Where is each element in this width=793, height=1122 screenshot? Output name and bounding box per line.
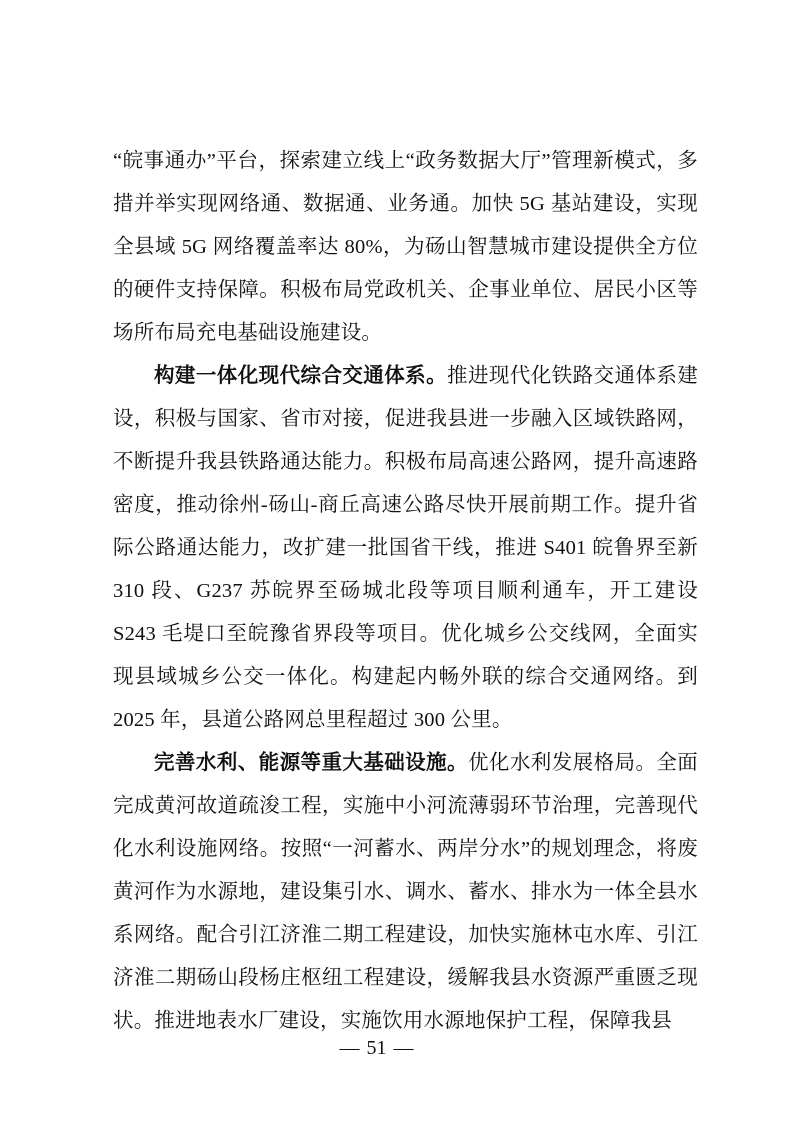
footer-right-dash: — xyxy=(393,1037,414,1059)
paragraph-2-text: 推进现代化铁路交通体系建设，积极与国家、省市对接，促进我县进一步融入区域铁路网，不断提升我县铁路通达能力。积极布局高速公路网，提升高速路密度，推动徐州-砀山-商丘高速公路尽快开展前期工作。提升省际公路通达能力，改扩建一批国省干线，推进 S401 皖鲁界至新 310 段、G237 苏皖界至砀城北段等项目顺利通车，开工建设 S243 毛堤口至皖豫省界段等项目。优化城乡公交线网，全面实现县域城乡公交一体化。构建起内畅外联的综合交通网络。到 2025 年，县道公路网总里程超过 300 公里。 xyxy=(113,365,698,731)
footer-left-dash: — xyxy=(339,1037,360,1059)
paragraph-3 xyxy=(113,742,698,1043)
paragraph-3-text: 优化水利发展格局。全面完成黄河故道疏浚工程，实施中小河流薄弱环节治理，完善现代化水利设施网络。按照“一河蓄水、两岸分水”的规划理念，将废黄河作为水源地，建设集引水、调水、蓄水、排水为一体全县水系网络。配合引江济淮二期工程建设，加快实施林屯水库、引江济淮二期砀山段杨庄枢纽工程建设，缓解我县水资源严重匮乏现状。推进地表水厂建设，实施饮用水源地保护工程，保障我县 xyxy=(113,752,699,1032)
paragraph-1-text: “皖事通办”平台，探索建立线上“政务数据大厅”管理新模式，多措并举实现网络通、数据通、业务通。加快 5G 基站建设，实现全县域 5G 网络覆盖率达 80%，为砀山智慧城市建设提供全方位的硬件支持保障。积极布局党政机关、企事业单位、居民小区等场所布局充电基础设施建设。 xyxy=(113,150,698,344)
footer-page-number: 51 xyxy=(366,1037,387,1059)
paragraph-3-lead: 完善水利、能源等重大基础设施。 xyxy=(154,752,468,774)
page-footer xyxy=(0,1037,793,1060)
paragraph-1 xyxy=(113,140,698,355)
page-body xyxy=(113,140,698,1043)
paragraph-2 xyxy=(113,355,698,742)
paragraph-2-lead: 构建一体化现代综合交通体系。 xyxy=(154,365,448,387)
